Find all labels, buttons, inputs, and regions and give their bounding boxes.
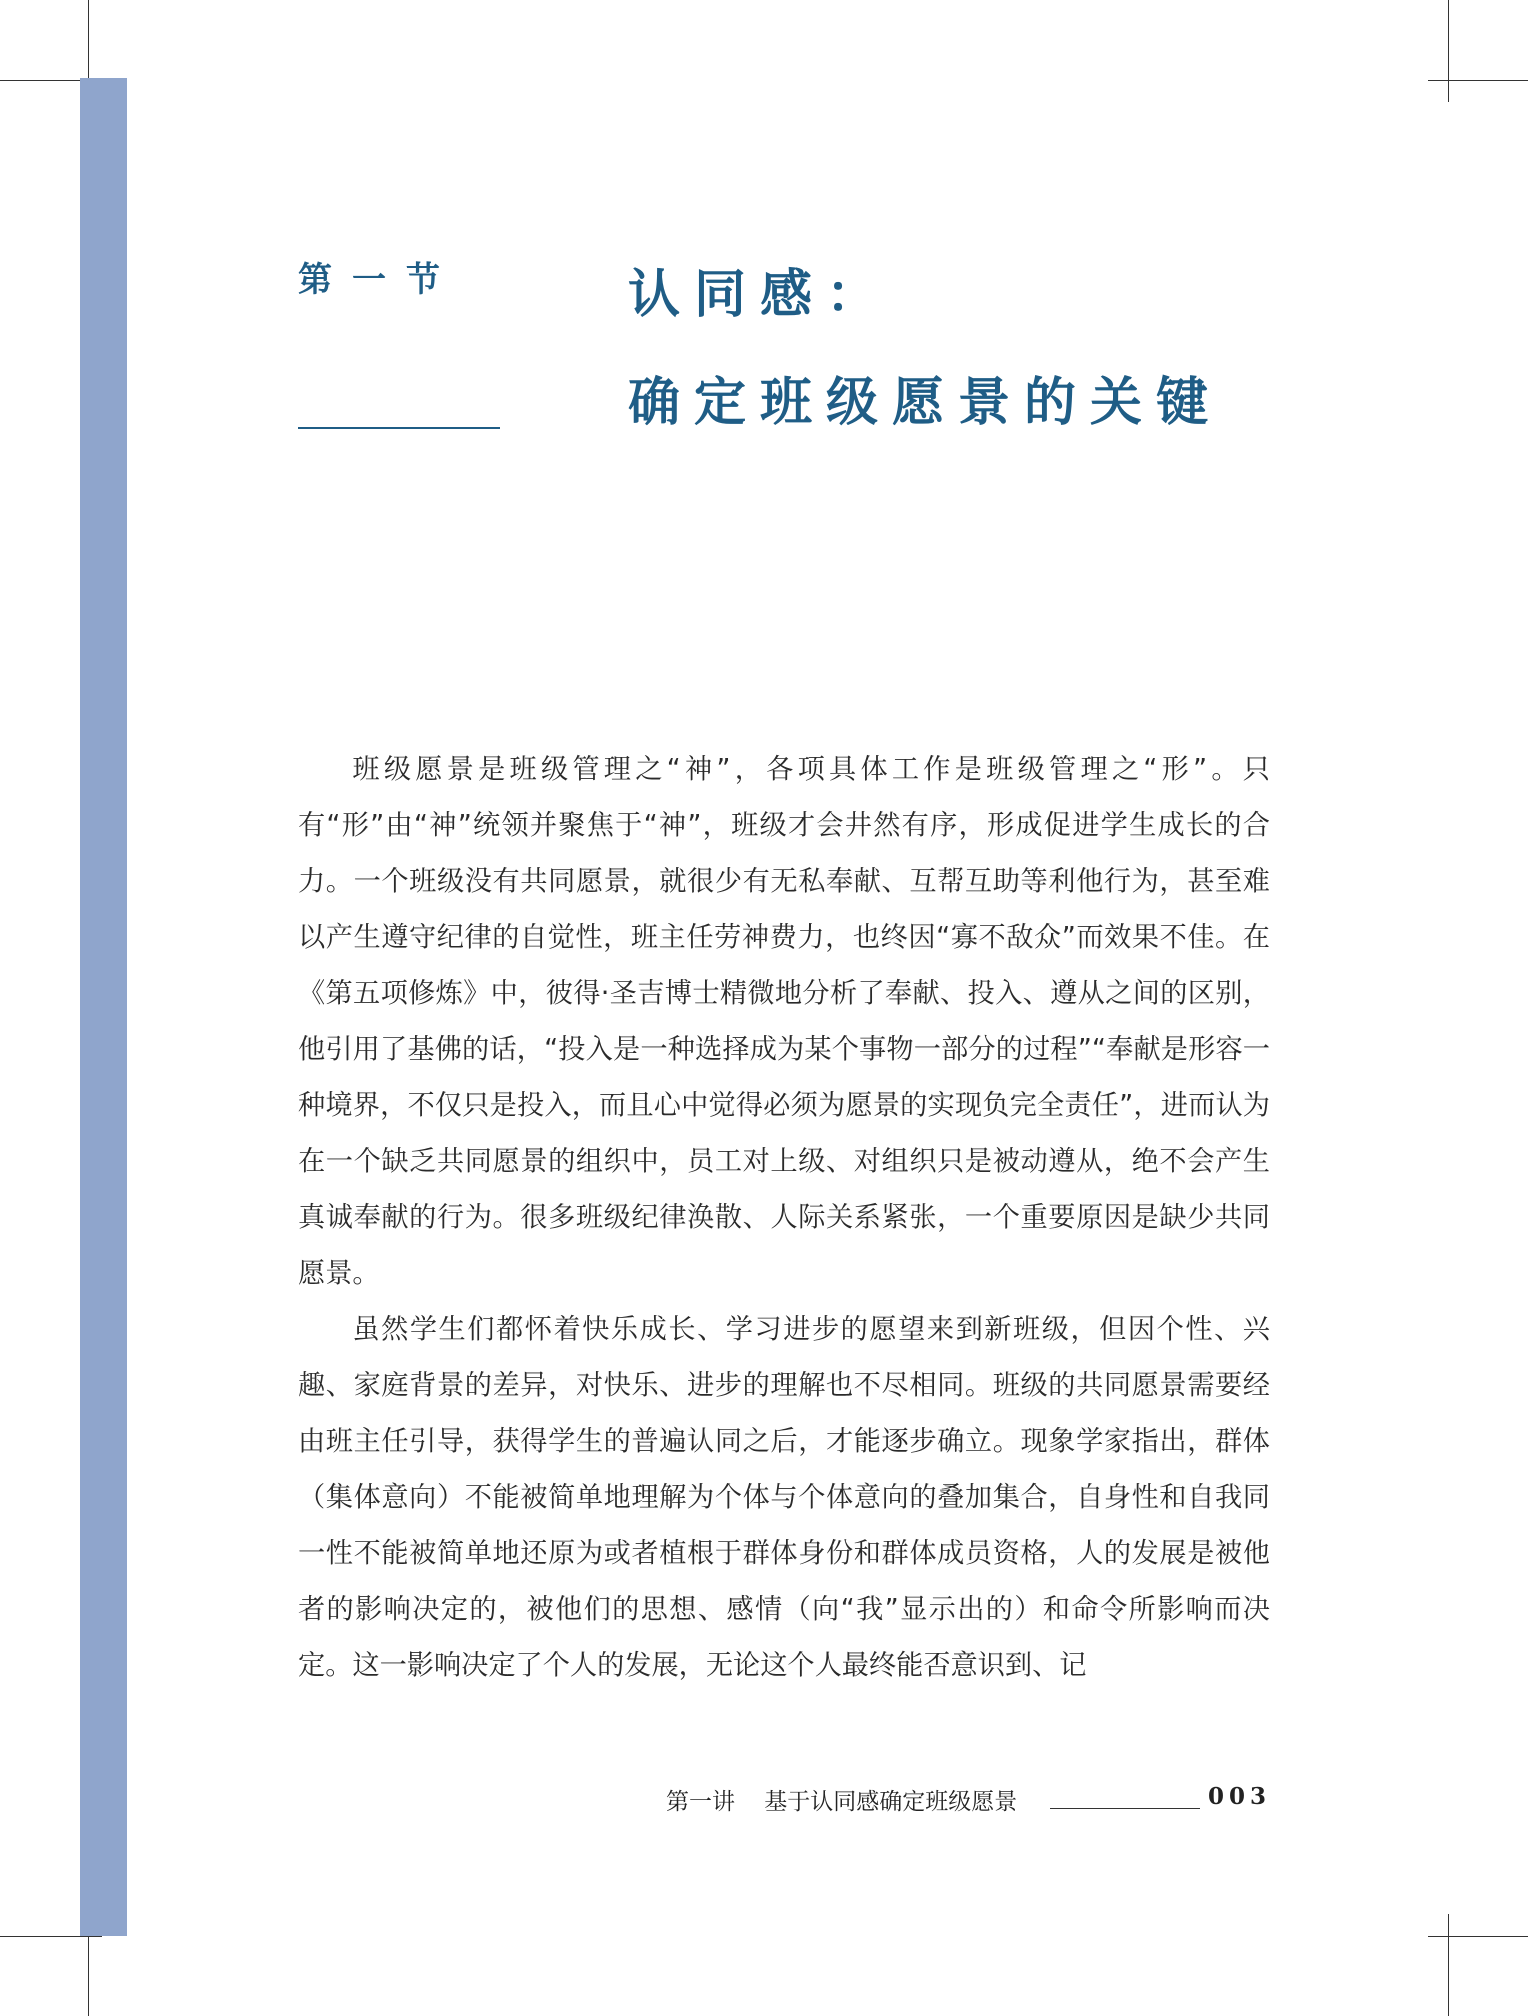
crop-mark bbox=[1448, 0, 1449, 102]
running-footer-title: 第一讲 基于认同感确定班级愿景 bbox=[666, 1789, 1018, 1815]
side-color-band bbox=[80, 78, 127, 1936]
crop-mark bbox=[0, 1936, 102, 1937]
section-divider bbox=[298, 427, 500, 429]
crop-mark bbox=[1428, 80, 1528, 81]
footer-rule bbox=[1050, 1808, 1200, 1809]
section-label: 第一节 bbox=[298, 260, 460, 300]
section-title-line-1: 认同感： bbox=[628, 264, 893, 325]
crop-mark bbox=[1448, 1914, 1449, 2016]
body-paragraph: 虽然学生们都怀着快乐成长、学习进步的愿望来到新班级，但因个性、兴趣、家庭背景的差异，对快乐、进步的理解也不尽相同。班级的共同愿景需要经由班主任引导，获得学生的普遍认同之后，才能逐步确立。现象学家指出，群体（集体意向）不能被简单地理解为个体与个体意向的叠加集合，自身性和自我同一性不能被简单地还原为或者植根于群体身份和群体成员资格，人的发展是被他者的影响决定的，被他们的思想、感情（向“我”显示出的）和命令所影响而决定。这一影响决定了个人的发展，无论这个人最终能否意识到、记 bbox=[298, 1314, 1270, 1681]
body-paragraph: 班级愿景是班级管理之“神”，各项具体工作是班级管理之“形”。只有“形”由“神”统领并聚焦于“神”，班级才会井然有序，形成促进学生成长的合力。一个班级没有共同愿景，就很少有无私奉献、互帮互助等利他行为，甚至难以产生遵守纪律的自觉性，班主任劳神费力，也终因“寡不敌众”而效果不佳。在《第五项修炼》中，彼得·圣吉博士精微地分析了奉献、投入、遵从之间的区别，他引用了基佛的话，“投入是一种选择成为某个事物一部分的过程”“奉献是形容一种境界，不仅只是投入，而且心中觉得必须为愿景的实现负完全责任”，进而认为在一个缺乏共同愿景的组织中，员工对上级、对组织只是被动遵从，绝不会产生真诚奉献的行为。很多班级纪律涣散、人际关系紧张，一个重要原因是缺少共同愿景。 bbox=[298, 754, 1270, 1289]
crop-mark bbox=[1428, 1936, 1528, 1937]
body-text bbox=[298, 742, 1270, 1694]
page-number: 003 bbox=[1208, 1783, 1272, 1810]
section-title-line-2: 确定班级愿景的关键 bbox=[628, 372, 1223, 433]
